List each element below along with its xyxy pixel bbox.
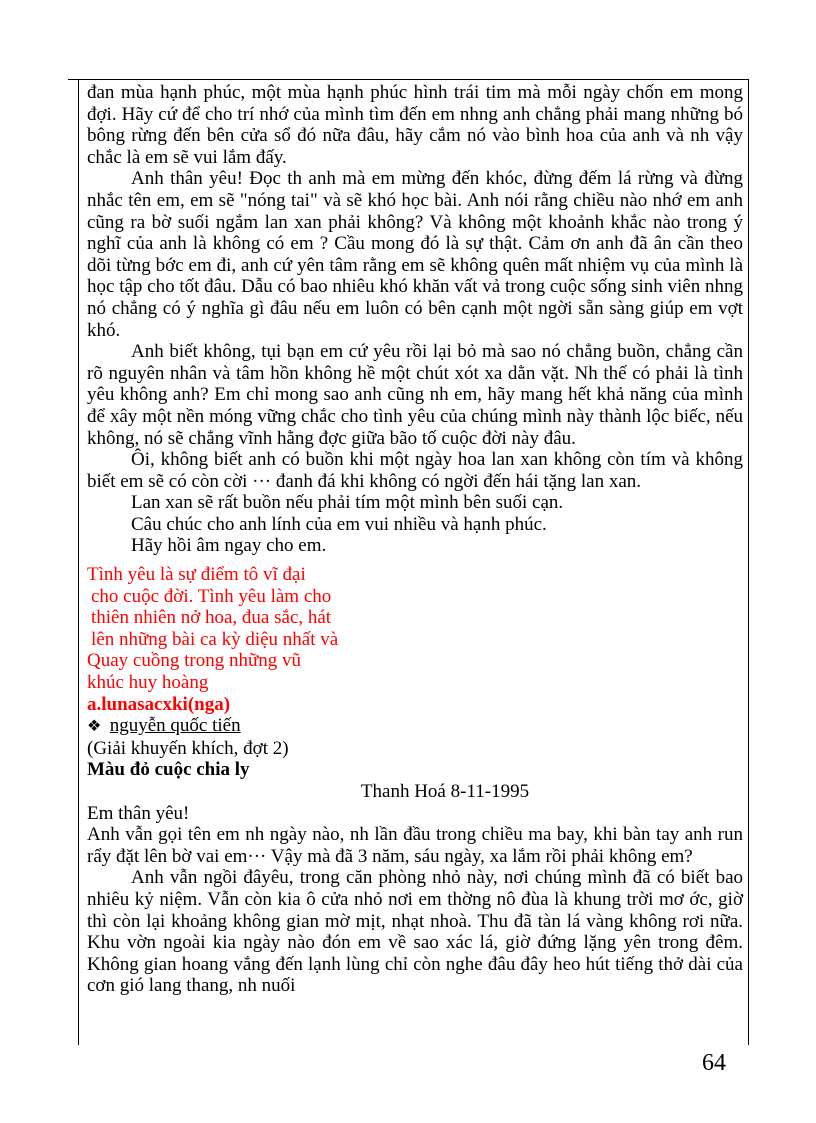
letter1-paragraph: Lan xan sẽ rất buồn nếu phải tím một mình bên suối cạn. — [131, 492, 564, 514]
place-date: Thanh Hoá 8-11-1995 — [360, 781, 530, 802]
letter-title: Màu đỏ cuộc chia ly — [87, 759, 250, 781]
author-line — [87, 715, 743, 738]
poem-line: Tình yêu là sự điểm tô vĩ đại — [87, 564, 306, 586]
letter1-paragraph: Anh biết không, tụi bạn em cứ yêu rồi lại bỏ mà sao nó chẳng buồn, chẳng cần rõ nguyên nhân và tâm hồn không hề một chút xót xa dằn vặt. Nh thế có phải là tình yêu không anh? Em chỉ mong sao anh cũng nh em, hãy mang hết khả năng của mình để xây một nền móng vững chắc cho tình yêu của chúng mình này thành lộc biếc, nếu không, nó sẽ chẳng vĩnh hằng đợc giữa bão tố cuộc đời này đâu. — [87, 341, 743, 449]
page-content — [87, 82, 743, 997]
letter1-paragraph: Câu chúc cho anh lính của em vui nhiều và hạnh phúc. — [131, 513, 547, 535]
author-name: nguyễn quốc tiến — [109, 715, 241, 737]
letter1-paragraph: Anh thân yêu! Đọc th anh mà em mừng đến khóc, đừng đếm lá rừng và đừng nhắc tên em, em sẽ "nóng tai" và sẽ khó học bài. Anh nói rằng chiều nào nhớ em anh cũng ra bờ suối ngắm lan xan phải không? Và không một khoảnh khắc nào trong ý nghĩ của anh là không có em ? Cầu mong đó là sự thật. Cảm ơn anh đã ân cần theo dõi từng bớc em đi, anh cứ yên tâm rằng em sẽ không quên mất nhiệm vụ của mình là học tập cho tốt đâu. Dẫu có bao nhiêu khó khăn vất vả trong cuộc sống sinh viên nhng nó chẳng có ý nghĩa gì đâu nếu em luôn có bên cạnh một ngời sẵn sàng giúp em vợt khó. — [87, 168, 743, 341]
poem-line: lên những bài ca kỳ diệu nhất và — [91, 628, 339, 650]
poem-line: cho cuộc đời. Tình yêu làm cho — [91, 585, 332, 607]
poem-line: Quay cuồng trong những vũ — [87, 650, 301, 672]
poem-line: thiên nhiên nở hoa, đua sắc, hát — [91, 607, 332, 629]
page-number: 64 — [702, 1050, 726, 1076]
poem-block — [87, 564, 743, 715]
award-line: (Giải khuyến khích, đợt 2) — [87, 737, 289, 759]
letter2-paragraph: Anh vẫn ngồi đâyêu, trong căn phòng nhỏ này, nơi chúng mình đã có biết bao nhiêu kỷ niệm. Vẫn còn kia ô cửa nhỏ nơi em thờng nô đùa là khung trời mơ ớc, giờ thì còn lại khoảng không gian mờ mịt, nhạt nhoà. Thu đã tàn lá vàng không rơi nữa. Khu vờn ngoài kia ngày nào đón em về sao xác lá, giờ đứng lặng yên trong đêm. Không gian hoang vắng đến lạnh lùng chỉ còn nghe đâu đây heo hút tiếng thở dài của cơn gió lang thang, nh nuối — [87, 867, 743, 997]
left-border-rule — [78, 79, 79, 1045]
letter1-paragraph: đan mùa hạnh phúc, một mùa hạnh phúc hình trái tim mà mỗi ngày chốn em mong đợi. Hãy cứ để cho trí nhớ của mình tìm đến em nhng anh chẳng phải mang những bó bông rừng đến bên cửa sổ đó nữa đâu, hãy cắm nó vào bình hoa của anh và nh vậy chắc là em sẽ vui lắm đấy. — [87, 82, 743, 168]
letter1-paragraph: Ôi, không biết anh có buồn khi một ngày hoa lan xan không còn tím và không biết em sẽ có còn cời ··· đanh đá khi không có ngời đến hái tặng lan xan. — [87, 449, 743, 492]
greeting: Em thân yêu! — [87, 802, 190, 824]
letter1-closing: Hãy hồi âm ngay cho em. — [131, 535, 327, 557]
poem-signature: a.lunasacxki(nga) — [87, 693, 231, 715]
letter2-paragraph: Anh vẫn gọi tên em nh ngày nào, nh lần đầu trong chiều ma bay, khi bàn tay anh run rẩy đặt lên bờ vai em··· Vậy mà đã 3 năm, sáu ngày, xa lắm rồi phải không em? — [87, 824, 743, 867]
poem-line: khúc huy hoàng — [87, 672, 209, 694]
diamond-bullet-icon: ❖ — [87, 718, 102, 736]
top-border-rule — [68, 79, 748, 80]
right-border-rule — [748, 79, 749, 1045]
